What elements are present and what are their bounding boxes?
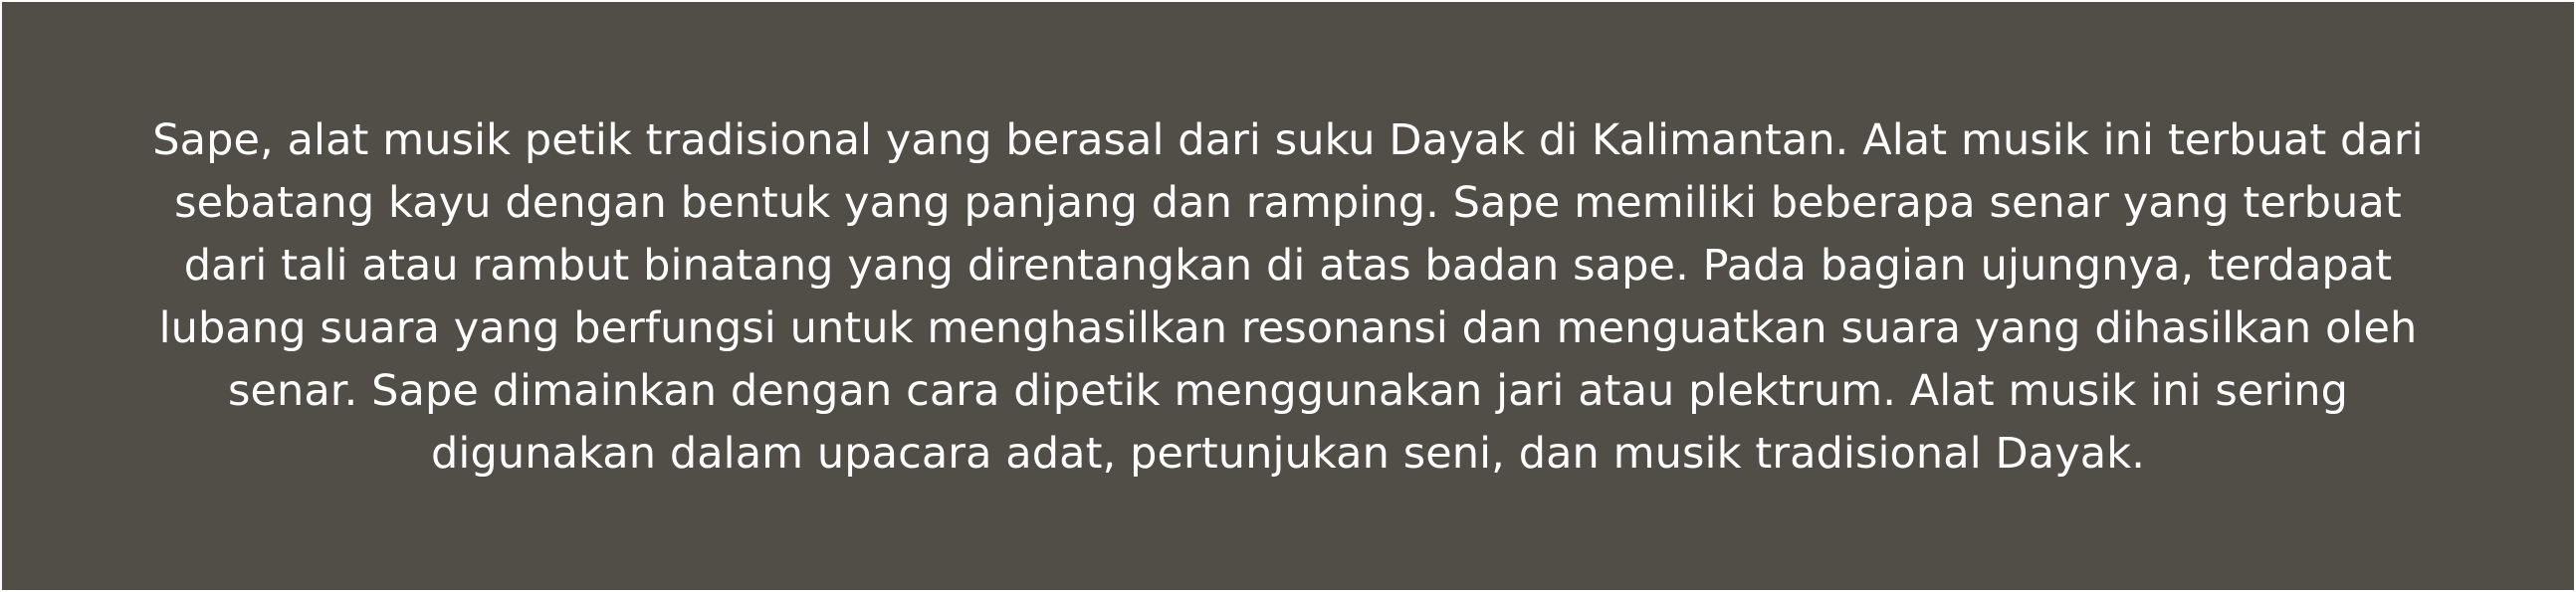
text-line: dari tali atau rambut binatang yang direntangkan di atas badan sape. Pada bagian ujungnya, terdapat (183, 241, 2393, 291)
text-line: senar. Sape dimainkan dengan cara dipetik menggunakan jari atau plektrum. Alat musik ini sering (227, 366, 2349, 416)
description-text (62, 109, 2514, 486)
text-line: Sape, alat musik petik tradisional yang berasal dari suku Dayak di Kalimantan. Alat musik ini terbuat dari (152, 115, 2424, 165)
text-line: digunakan dalam upacara adat, pertunjukan seni, dan musik tradisional Dayak. (431, 429, 2145, 479)
text-line: lubang suara yang berfungsi untuk menghasilkan resonansi dan menguatkan suara yang dihasilkan oleh (158, 303, 2418, 353)
content-panel (2, 2, 2574, 590)
text-line: sebatang kayu dengan bentuk yang panjang dan ramping. Sape memiliki beberapa senar yang terbuat (174, 178, 2402, 228)
